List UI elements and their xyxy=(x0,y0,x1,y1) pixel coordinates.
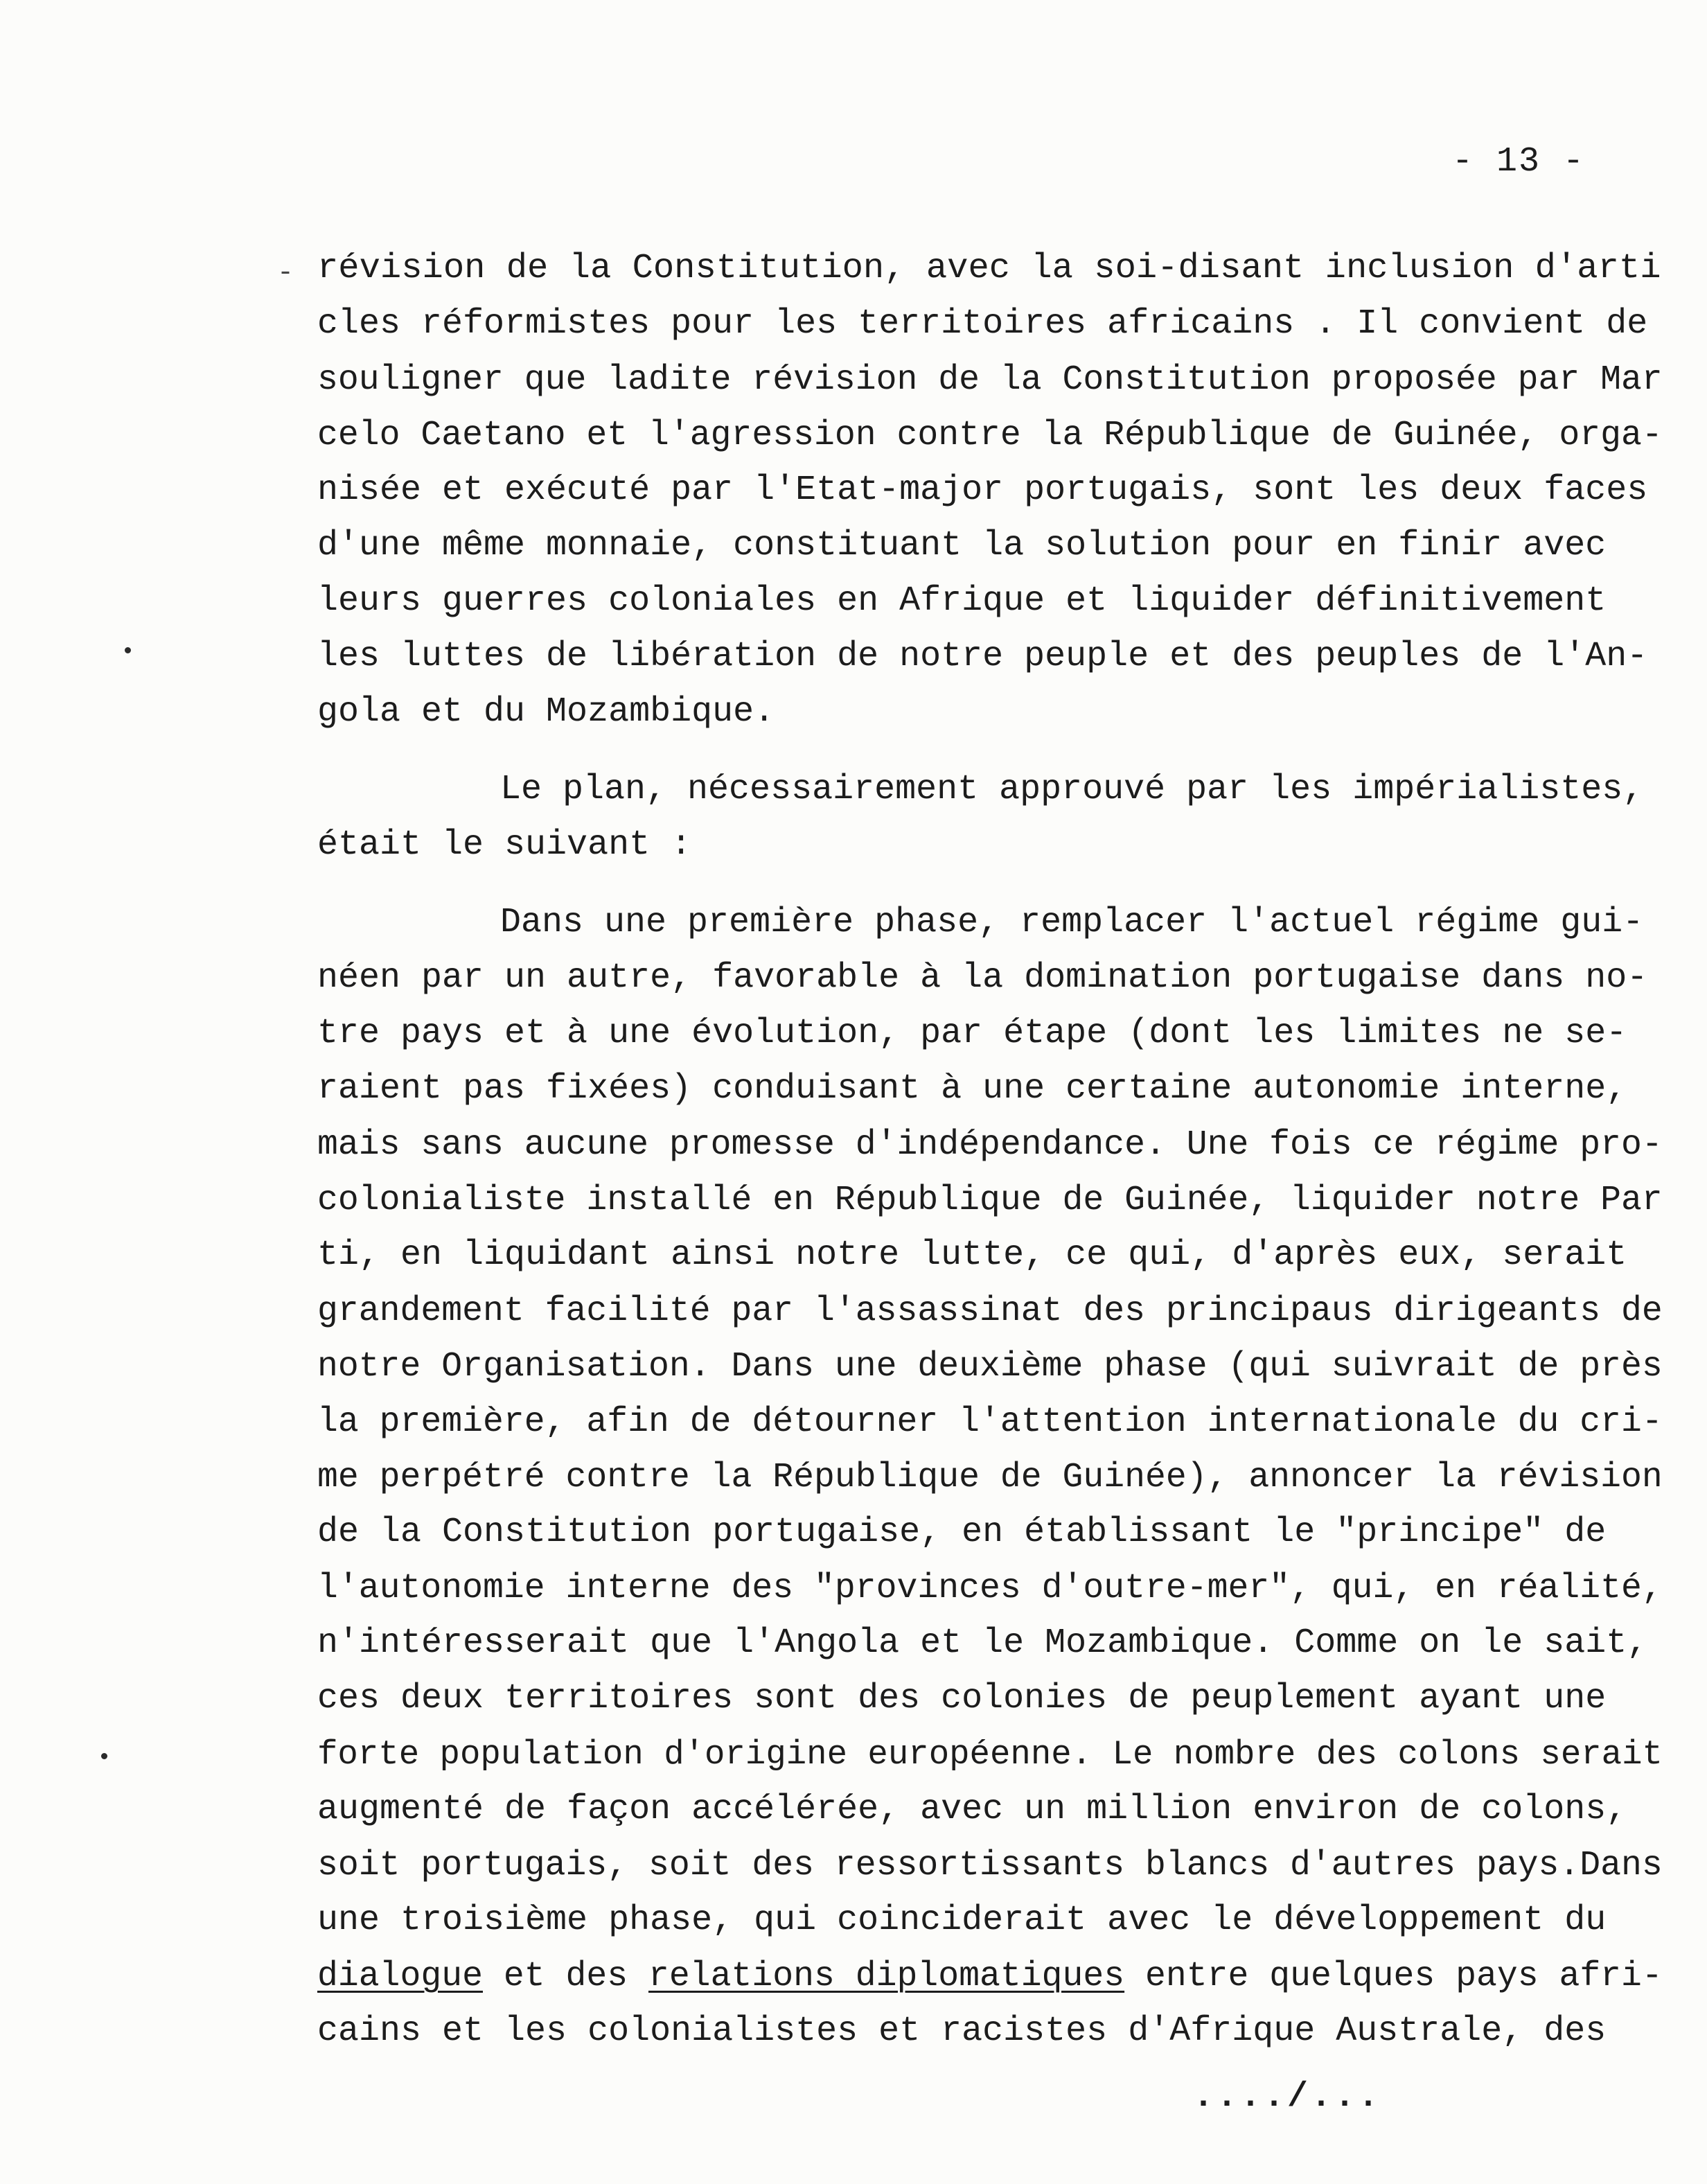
continuation-marker: ..../... xyxy=(1193,2077,1382,2117)
margin-dot xyxy=(101,1753,107,1759)
text-line: révision de la Constitution, avec la soi-disant inclusion d'arti xyxy=(317,249,1661,288)
text-line: gola et du Mozambique. xyxy=(317,692,775,732)
text-line: Le plan, nécessairement approuvé par les impérialistes, xyxy=(500,770,1644,809)
text-line: la première, afin de détourner l'attention internationale du cri- xyxy=(317,1402,1663,1441)
text-line: soit portugais, soit des ressortissants blancs d'autres pays.Dans xyxy=(317,1846,1663,1885)
text-line: notre Organisation. Dans une deuxième phase (qui suivrait de près xyxy=(317,1347,1663,1386)
margin-dash: - xyxy=(277,258,294,289)
text-line: cains et les colonialistes et racistes d'Afrique Australe, des xyxy=(317,2011,1607,2051)
text-line: d'une même monnaie, constituant la solution pour en finir avec xyxy=(317,526,1607,565)
text-line: était le suivant : xyxy=(317,825,692,865)
page-number: - 13 - xyxy=(1452,142,1586,182)
margin-dot xyxy=(125,647,131,653)
text-line: de la Constitution portugaise, en établissant le "principe" de xyxy=(317,1513,1607,1552)
text-line: tre pays et à une évolution, par étape (dont les limites ne se- xyxy=(317,1014,1627,1053)
text-line: une troisième phase, qui coinciderait avec le développement du xyxy=(317,1901,1607,1940)
text-line: les luttes de libération de notre peuple et des peuples de l'An- xyxy=(317,637,1648,676)
text-line: cles réformistes pour les territoires africains . Il convient de xyxy=(317,304,1648,344)
text-line: leurs guerres coloniales en Afrique et liquider définitivement xyxy=(317,581,1607,621)
text-line: l'autonomie interne des "provinces d'outre-mer", qui, en réalité, xyxy=(317,1569,1663,1608)
text-line-underlined xyxy=(317,1955,1663,1997)
text-line: raient pas fixées) conduisant à une certaine autonomie interne, xyxy=(317,1069,1627,1109)
text-line: augmenté de façon accélérée, avec un million environ de colons, xyxy=(317,1790,1627,1829)
text-line: me perpétré contre la République de Guinée), annoncer la révision xyxy=(317,1458,1663,1497)
underlined-term-dialogue: dialogue xyxy=(317,1957,483,1996)
text-line: celo Caetano et l'agression contre la République de Guinée, orga- xyxy=(317,416,1663,455)
text-segment: et des xyxy=(483,1957,648,1996)
text-line: ces deux territoires sont des colonies de peuplement ayant une xyxy=(317,1679,1607,1718)
text-line: Dans une première phase, remplacer l'actuel régime gui- xyxy=(500,903,1644,942)
text-line: nisée et exécuté par l'Etat-major portugais, sont les deux faces xyxy=(317,470,1648,510)
text-line: néen par un autre, favorable à la domination portugaise dans no- xyxy=(317,958,1648,998)
text-line: forte population d'origine européenne. Le nombre des colons serait xyxy=(317,1735,1663,1774)
text-line: colonialiste installé en République de Guinée, liquider notre Par xyxy=(317,1181,1663,1219)
text-line: n'intéresserait que l'Angola et le Mozambique. Comme on le sait, xyxy=(317,1623,1648,1663)
text-segment: entre quelques pays afri- xyxy=(1124,1957,1663,1996)
text-line: souligner que ladite révision de la Constitution proposée par Mar xyxy=(317,360,1663,399)
text-line: mais sans aucune promesse d'indépendance. Une fois ce régime pro- xyxy=(317,1125,1663,1164)
text-line: ti, en liquidant ainsi notre lutte, ce qui, d'après eux, serait xyxy=(317,1235,1627,1275)
text-line: grandement facilité par l'assassinat des principaus dirigeants de xyxy=(317,1292,1663,1330)
underlined-term-relations: relations diplomatiques xyxy=(648,1957,1125,1996)
